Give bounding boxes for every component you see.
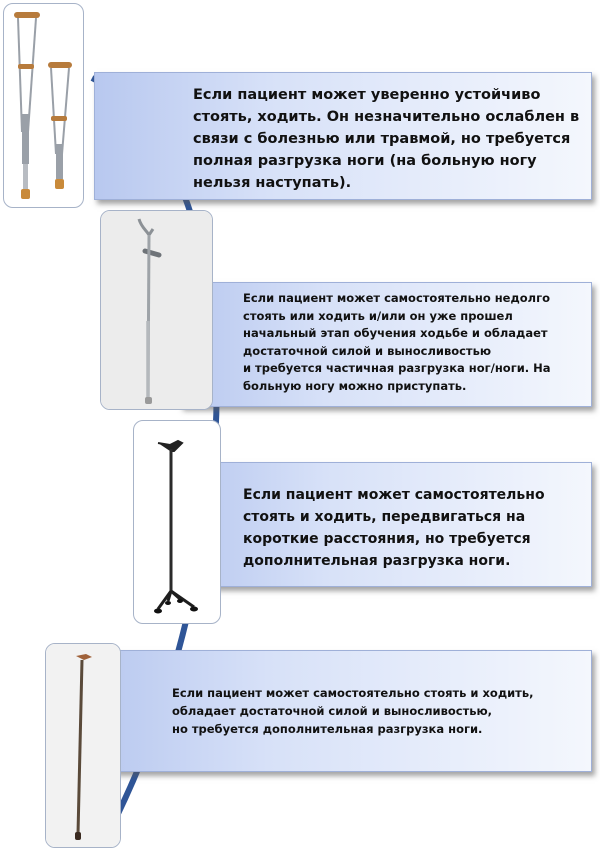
description-text-4: Если пациент может самостоятельно стоять и ходить, обладает достаточной силой и выносливостью, но требуется дополнительная разгрузка ноги. xyxy=(172,686,534,736)
elbow-crutch-icon xyxy=(101,211,212,409)
elbow-crutch-image xyxy=(100,210,213,410)
description-text-1: Если пациент может уверенно устойчиво стоять, ходить. Он незначительно ослаблен в связи с болезнью или травмой, но требуется полная разгрузка ноги (на больную ногу нельзя наступать). xyxy=(193,87,580,191)
axillary-crutches-icon xyxy=(4,4,83,207)
walking-cane-icon xyxy=(46,644,120,847)
description-text-2: Если пациент может самостоятельно недолго стоять или ходить и/или он уже прошел начальный этап обучения ходьбе и обладает достаточной силой и выносливостью и требуется частичная разгрузка ног/ноги. На больную ногу можно приступать. xyxy=(243,291,551,393)
quad-cane-icon xyxy=(134,421,220,623)
description-text-3: Если пациент может самостоятельно стоять и ходить, передвигаться на короткие расстояния, но требуется дополнительная разгрузка ноги. xyxy=(243,487,545,569)
axillary-crutches-image xyxy=(3,3,84,208)
quad-cane-image xyxy=(133,420,221,624)
walking-cane-image xyxy=(45,643,121,848)
